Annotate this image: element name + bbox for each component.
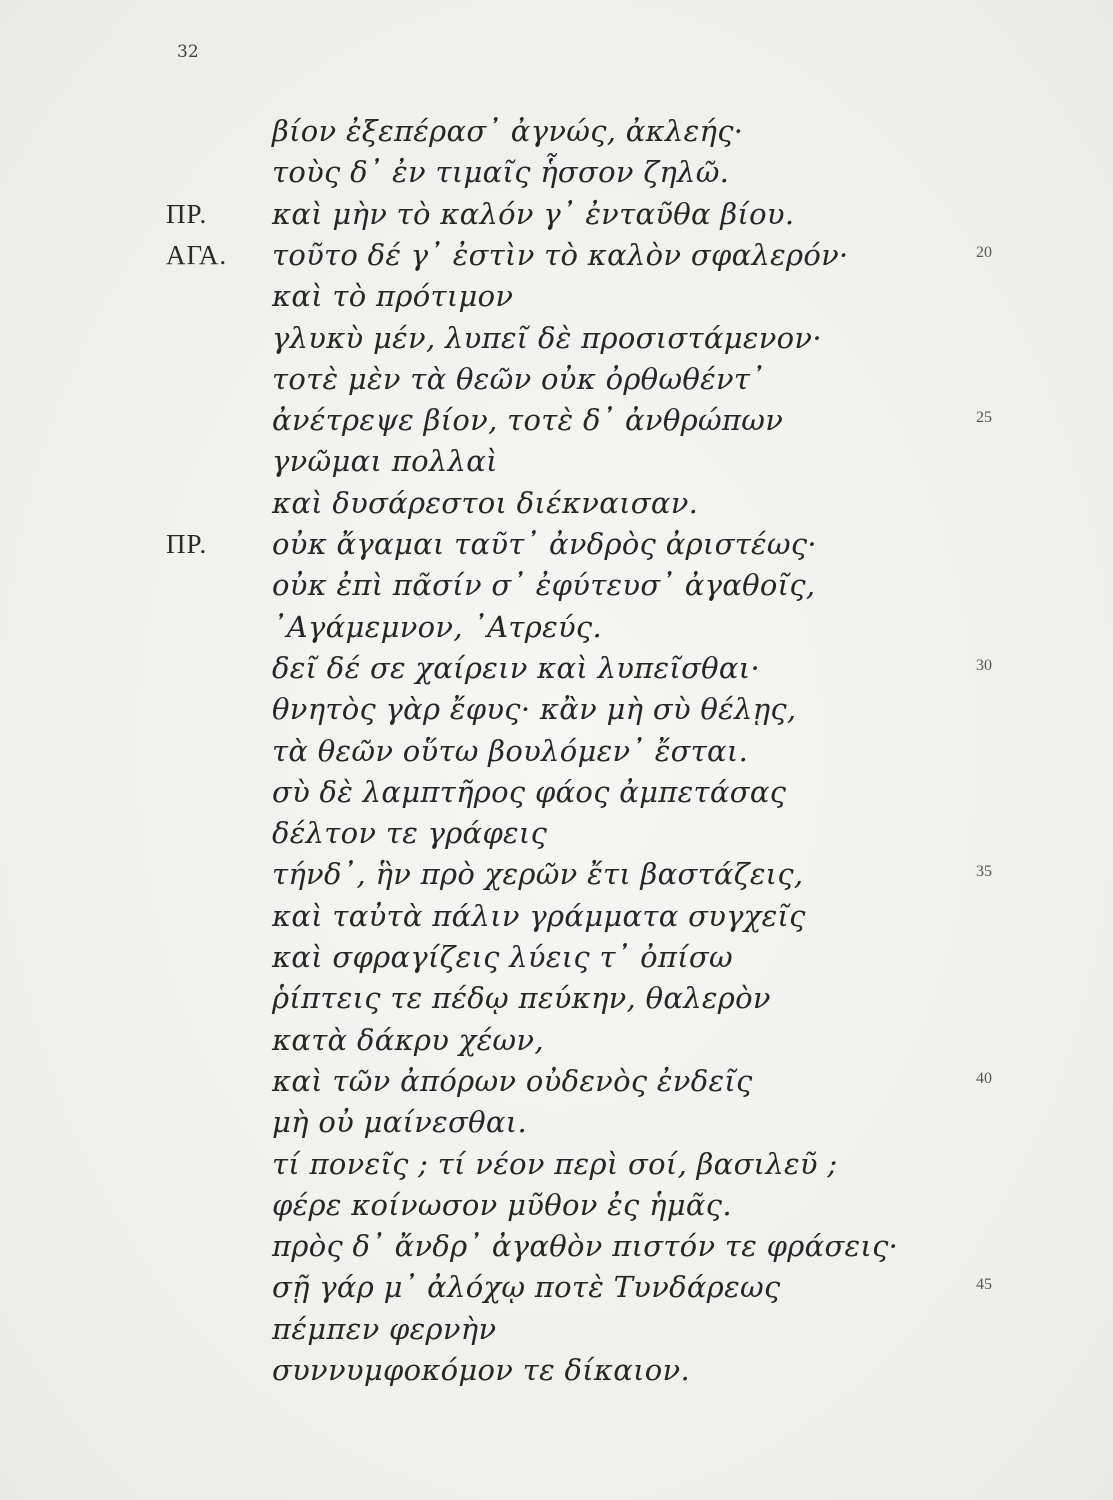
- verse-text: πρὸς δ᾽ ἄνδρ᾽ ἀγαθὸν πιστόν τε φράσεις·: [272, 1229, 899, 1264]
- verse-text: καὶ μὴν τὸ καλόν γ᾽ ἐνταῦθα βίου.: [272, 196, 795, 231]
- verse-text: θνητὸς γὰρ ἔφυς· κἂν μὴ σὺ θέλῃς,: [272, 692, 797, 727]
- verse-text: βίον ἐξεπέρασ᾽ ἀγνώς, ἀκλεής·: [272, 114, 744, 148]
- verse-text: γνῶμαι πολλαὶ: [272, 444, 498, 479]
- verse-text: κατὰ δάκρυ χέων,: [272, 1022, 544, 1057]
- speaker-label: ΠΡ.: [166, 529, 208, 559]
- verse-text: τήνδ᾽, ἣν πρὸ χερῶν ἔτι βαστάζεις,: [272, 857, 804, 892]
- verse-text: τὰ θεῶν οὕτω βουλόμεν᾽ ἔσται.: [272, 733, 749, 768]
- line-number: 45: [976, 1276, 992, 1294]
- line-number: 30: [976, 656, 992, 674]
- verse-text: καὶ σφραγίζεις λύεις τ᾽ ὀπίσω: [272, 940, 733, 974]
- speaker-label: ΑΓΑ.: [166, 239, 228, 270]
- line-number: 40: [976, 1069, 992, 1087]
- verse-text: δέλτον τε γράφεις: [272, 816, 548, 851]
- verse-line: [0, 1349, 1113, 1399]
- verse-text: δεῖ δέ σε χαίρειν καὶ λυπεῖσθαι·: [272, 650, 761, 685]
- verse-text: τοτὲ μὲν τὰ θεῶν οὐκ ὀρθωθέντ᾽: [272, 361, 766, 396]
- verse-text: ῥίπτεις τε πέδῳ πεύκην, θαλερὸν: [272, 981, 771, 1016]
- verse-text: καὶ ταὐτὰ πάλιν γράμματα συγχεῖς: [272, 898, 806, 933]
- verse-text: καὶ τὸ πρότιμον: [272, 279, 514, 314]
- line-number: 35: [976, 863, 992, 881]
- verse-text: σῇ γάρ μ᾽ ἀλόχῳ ποτὲ Τυνδάρεως: [272, 1270, 781, 1305]
- verse-text: τοὺς δ᾽ ἐν τιμαῖς ἧσσον ζηλῶ.: [272, 155, 730, 190]
- verse-text: φέρε κοίνωσον μῦθον ἐς ἡμᾶς.: [272, 1187, 732, 1222]
- verse-text: μὴ οὐ μαίνεσθαι.: [272, 1105, 527, 1140]
- page-number: 32: [177, 42, 199, 62]
- verse-text: τοῦτο δέ γ᾽ ἐστὶν τὸ καλὸν σφαλερόν·: [272, 237, 849, 272]
- verse-text: ᾽Αγάμεμνον, ᾽Ατρεύς.: [272, 609, 602, 644]
- line-number: 25: [976, 409, 992, 427]
- verse-text: καὶ τῶν ἀπόρων οὐδενὸς ἐνδεῖς: [272, 1063, 753, 1098]
- speaker-label: ΠΡ.: [166, 198, 208, 229]
- verse-text: ἀνέτρεψε βίον, τοτὲ δ᾽ ἀνθρώπων: [272, 403, 784, 438]
- verse-text: οὐκ ἐπὶ πᾶσίν σ᾽ ἐφύτευσ᾽ ἀγαθοῖς,: [272, 568, 816, 603]
- verse-text: οὐκ ἄγαμαι ταῦτ᾽ ἀνδρὸς ἀριστέως·: [272, 527, 817, 561]
- verse-text: σὺ δὲ λαμπτῆρος φάος ἀμπετάσας: [272, 774, 787, 809]
- verse-text: καὶ δυσάρεστοι διέκναισαν.: [272, 485, 699, 520]
- verse-text: τί πονεῖς ; τί νέον περὶ σοί, βασιλεῦ ;: [272, 1146, 838, 1181]
- verse-text: γλυκὺ μέν, λυπεῖ δὲ προσιστάμενον·: [272, 320, 822, 355]
- verse-text: συννυμφοκόμον τε δίκαιον.: [272, 1353, 690, 1387]
- verse-text: πέμπεν φερνὴν: [272, 1311, 497, 1346]
- line-number: 20: [976, 243, 992, 261]
